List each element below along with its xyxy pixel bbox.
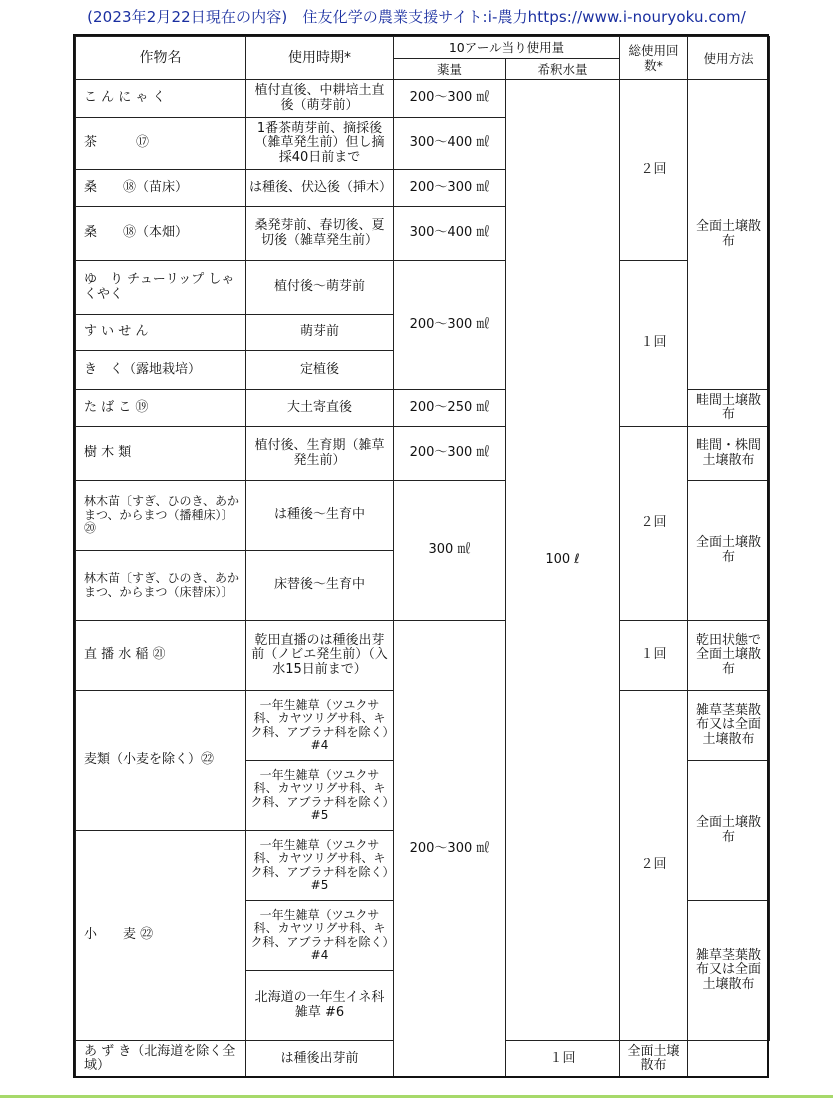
timing-cell: 桑発芽前、春切後、夏切後（雑草発生前） — [246, 207, 394, 261]
method-cell: 雑草茎葉散布又は全面土壌散布 — [688, 691, 770, 761]
method-cell: 全面土壌散布 — [688, 80, 770, 390]
crop-cell: 林木苗〔すぎ、ひのき、あかまつ、からまつ（播種床）〕⑳ — [76, 481, 246, 551]
page-header: (2023年2月22日現在の内容) 住友化学の農業支援サイト:i-農力https://www.i-nouryoku.com/ — [87, 8, 746, 26]
water-cell: 100 ℓ — [506, 80, 620, 1041]
crop-cell: ゆ り チューリップ しゃくやく — [76, 261, 246, 315]
timing-cell: 一年生雑草（ツユクサ科、カヤツリグサ科、キク科、アブラナ科を除く）#4 — [246, 691, 394, 761]
dose-cell: 200〜300 ㎖ — [394, 80, 506, 118]
header-count: 総使用回数* — [620, 37, 688, 80]
method-cell: 畦間土壌散布 — [688, 390, 770, 427]
crop-cell: こ ん に ゃ く — [76, 80, 246, 118]
header-dose: 薬量 — [394, 59, 506, 80]
timing-cell: 一年生雑草（ツユクサ科、カヤツリグサ科、キク科、アブラナ科を除く）#5 — [246, 831, 394, 901]
timing-cell: は種後、伏込後（挿木） — [246, 170, 394, 207]
count-cell: １回 — [620, 621, 688, 691]
timing-cell: 1番茶萌芽前、摘採後（雑草発生前）但し摘採40日前まで — [246, 118, 394, 170]
count-cell: １回 — [506, 1041, 620, 1078]
crop-cell: 茶 ⑰ — [76, 118, 246, 170]
herbicide-usage-table — [75, 36, 770, 1078]
method-cell: 乾田状態で全面土壌散布 — [688, 621, 770, 691]
dose-cell: 200〜300 ㎖ — [394, 261, 506, 390]
dose-cell: 200〜300 ㎖ — [394, 170, 506, 207]
timing-cell: は種後〜生育中 — [246, 481, 394, 551]
timing-cell: 大土寄直後 — [246, 390, 394, 427]
crop-cell: た ば こ ⑲ — [76, 390, 246, 427]
crop-cell: 直 播 水 稲 ㉑ — [76, 621, 246, 691]
dose-cell: 300 ㎖ — [394, 481, 506, 621]
dose-cell: 200〜300 ㎖ — [394, 621, 506, 1078]
method-cell: 全面土壌散布 — [688, 761, 770, 901]
count-cell: ２回 — [620, 427, 688, 621]
count-cell: ２回 — [620, 691, 688, 1041]
method-cell: 全面土壌散布 — [688, 481, 770, 621]
timing-cell: 一年生雑草（ツユクサ科、カヤツリグサ科、キク科、アブラナ科を除く）#5 — [246, 761, 394, 831]
crop-cell: 桑 ⑱（本畑） — [76, 207, 246, 261]
timing-cell: 一年生雑草（ツユクサ科、カヤツリグサ科、キク科、アブラナ科を除く）#4 — [246, 901, 394, 971]
timing-cell: 北海道の一年生イネ科雑草 #6 — [246, 971, 394, 1041]
crop-cell: き く（露地栽培） — [76, 351, 246, 390]
crop-cell: 麦類（小麦を除く）㉒ — [76, 691, 246, 831]
header-crop: 作物名 — [76, 37, 246, 80]
timing-cell: 萌芽前 — [246, 315, 394, 351]
count-cell: １回 — [620, 261, 688, 427]
dose-cell: 200〜250 ㎖ — [394, 390, 506, 427]
method-cell: 全面土壌散布 — [620, 1041, 688, 1078]
header-water: 希釈水量 — [506, 59, 620, 80]
method-cell: 畦間・株間土壌散布 — [688, 427, 770, 481]
dose-cell: 300〜400 ㎖ — [394, 118, 506, 170]
timing-cell: 定植後 — [246, 351, 394, 390]
method-cell: 雑草茎葉散布又は全面土壌散布 — [688, 901, 770, 1041]
timing-cell: 乾田直播のは種後出芽前（ノビエ発生前）（入水15日前まで） — [246, 621, 394, 691]
header-timing: 使用時期* — [246, 37, 394, 80]
crop-cell: 小 麦 ㉒ — [76, 831, 246, 1041]
header-usage-group: 10アール当り使用量 — [394, 37, 620, 59]
crop-cell: 桑 ⑱（苗床） — [76, 170, 246, 207]
crop-cell: 樹 木 類 — [76, 427, 246, 481]
footer-divider — [0, 1095, 833, 1098]
dose-cell: 200〜300 ㎖ — [394, 427, 506, 481]
timing-cell: は種後出芽前 — [246, 1041, 394, 1078]
crop-cell: す い せ ん — [76, 315, 246, 351]
timing-cell: 床替後〜生育中 — [246, 551, 394, 621]
crop-cell: 林木苗〔すぎ、ひのき、あかまつ、からまつ（床替床）〕 — [76, 551, 246, 621]
count-cell: ２回 — [620, 80, 688, 261]
header-method: 使用方法 — [688, 37, 770, 80]
timing-cell: 植付後、生育期（雑草発生前） — [246, 427, 394, 481]
timing-cell: 植付直後、中耕培土直後（萌芽前） — [246, 80, 394, 118]
dose-cell: 300〜400 ㎖ — [394, 207, 506, 261]
crop-cell: あ ず き（北海道を除く全域） — [76, 1041, 246, 1078]
timing-cell: 植付後〜萌芽前 — [246, 261, 394, 315]
